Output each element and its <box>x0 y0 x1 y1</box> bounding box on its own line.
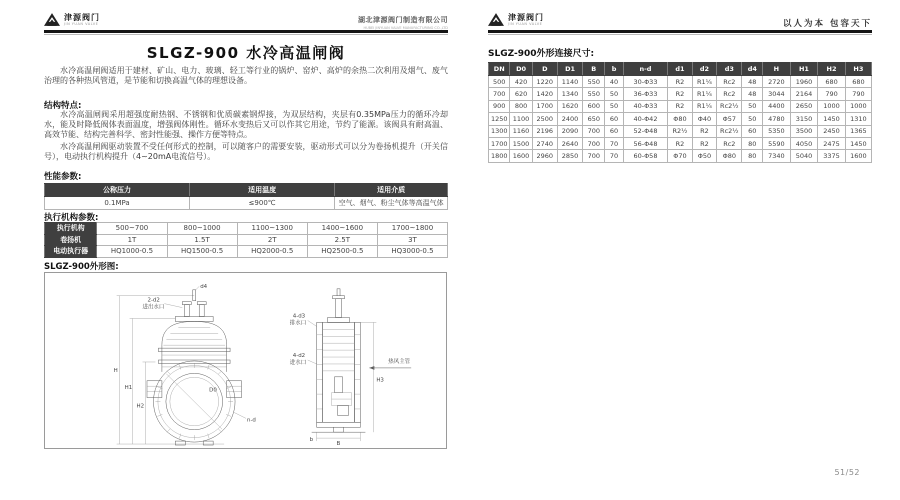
table-row <box>45 197 448 210</box>
table-cell: 1400~1600 <box>307 223 377 235</box>
table-cell: 1620 <box>557 100 582 112</box>
table-cell: 卷扬机 <box>45 234 97 246</box>
table-cell: 1000 <box>845 100 871 112</box>
front-view <box>114 284 256 445</box>
table-cell: 2400 <box>557 113 582 125</box>
column-header: d4 <box>742 63 763 76</box>
table-cell: 2090 <box>557 125 582 137</box>
column-header: d1 <box>668 63 693 76</box>
actuator-heading: 执行机构参数: <box>44 213 99 223</box>
table-cell: 2500 <box>532 113 557 125</box>
table-cell: 2960 <box>532 150 557 162</box>
table-cell: 700 <box>583 125 605 137</box>
table-cell: 1300 <box>489 125 510 137</box>
table-cell: 3375 <box>818 150 846 162</box>
column-header: B <box>583 63 605 76</box>
svg-text:排水口: 排水口 <box>289 320 307 327</box>
table-cell: 4400 <box>763 100 791 112</box>
table-cell: 80 <box>742 150 763 162</box>
table-cell: 900 <box>489 100 510 112</box>
table-cell: 1500 <box>510 137 532 149</box>
table-cell: 执行机构 <box>45 223 97 235</box>
side-view <box>290 289 411 447</box>
table-row <box>45 246 448 258</box>
performance-heading: 性能参数: <box>44 172 82 182</box>
table-cell: 1450 <box>818 113 846 125</box>
table-cell: R2½ <box>668 125 693 137</box>
table-cell: R1¼ <box>692 76 717 88</box>
table-cell: Φ40 <box>692 113 717 125</box>
table-cell: 1250 <box>489 113 510 125</box>
table-cell: 50 <box>742 100 763 112</box>
svg-text:d4: d4 <box>200 283 208 290</box>
table-cell: 2450 <box>818 125 846 137</box>
column-header: H1 <box>790 63 818 76</box>
column-header: 适用介质 <box>335 184 448 197</box>
svg-text:H2: H2 <box>136 403 145 410</box>
table-cell: R2 <box>668 100 693 112</box>
left-header-rule <box>44 30 448 33</box>
table-row <box>489 100 872 112</box>
table-cell: 1420 <box>532 88 557 100</box>
table-cell: 2720 <box>763 76 791 88</box>
dimensions-table <box>488 62 872 163</box>
svg-text:4-d2: 4-d2 <box>292 353 306 360</box>
table-cell: 3T <box>377 234 447 246</box>
table-cell: 50 <box>742 113 763 125</box>
table-cell: 500~700 <box>97 223 167 235</box>
table-cell: R1¼ <box>692 100 717 112</box>
logo-mountain-icon <box>488 13 504 26</box>
slogan: 以人为本 包容天下 <box>783 19 872 29</box>
svg-text:进出水口: 进出水口 <box>142 304 165 311</box>
table-cell: 1220 <box>532 76 557 88</box>
table-cell: 1340 <box>557 88 582 100</box>
table-cell: 1160 <box>510 125 532 137</box>
table-cell: Φ57 <box>717 113 742 125</box>
table-cell: 2740 <box>532 137 557 149</box>
table-cell: 700 <box>583 150 605 162</box>
table-cell: HQ1500-0.5 <box>167 246 237 258</box>
table-cell: 2475 <box>818 137 846 149</box>
right-header-rule <box>488 30 872 33</box>
table-cell: 60 <box>605 113 623 125</box>
table-cell: 56-Φ48 <box>623 137 667 149</box>
features-paragraph-2: 水冷高温闸阀驱动装置不受任何形式的控制，可以随客户的需要安装，驱动形式可以分为卷扬机提升（开关信号），电动执行机构提升（4~20mA电流信号）。 <box>44 142 448 161</box>
table-cell: R2 <box>692 137 717 149</box>
company-name-en: HUBEI JINYUAN VALVE MANUFACTURING CO.,LTD <box>363 26 448 30</box>
table-row <box>489 113 872 125</box>
svg-text:H1: H1 <box>124 385 133 392</box>
table-cell: 1140 <box>557 76 582 88</box>
table-cell: 650 <box>583 113 605 125</box>
page-number: 51/52 <box>834 468 860 477</box>
table-cell: 1.5T <box>167 234 237 246</box>
table-row <box>489 150 872 162</box>
table-cell: Φ80 <box>717 150 742 162</box>
column-header: D <box>532 63 557 76</box>
svg-text:H: H <box>113 367 118 374</box>
table-cell: 2640 <box>557 137 582 149</box>
table-cell: HQ2500-0.5 <box>307 246 377 258</box>
table-cell: 420 <box>510 76 532 88</box>
table-cell: HQ1000-0.5 <box>97 246 167 258</box>
performance-table <box>44 183 448 210</box>
column-header: D1 <box>557 63 582 76</box>
table-cell: 790 <box>818 88 846 100</box>
table-cell: 1450 <box>845 137 871 149</box>
table-cell: 70 <box>605 150 623 162</box>
company-name: 湖北津源阀门制造有限公司 <box>358 16 448 24</box>
valve-outline-svg <box>45 273 446 448</box>
table-row <box>489 137 872 149</box>
company-block <box>358 15 448 30</box>
table-cell: R2 <box>692 125 717 137</box>
table-cell: 4780 <box>763 113 791 125</box>
table-cell: 电动执行器 <box>45 246 97 258</box>
table-row <box>489 125 872 137</box>
table-cell: 2T <box>237 234 307 246</box>
table-cell: R2 <box>668 88 693 100</box>
column-header: 公称压力 <box>45 184 190 197</box>
dimensions-heading: SLGZ-900外形连接尺寸: <box>488 49 595 59</box>
table-row <box>45 223 448 235</box>
table-cell: HQ2000-0.5 <box>237 246 307 258</box>
column-header: H3 <box>845 63 871 76</box>
table-cell: 620 <box>510 88 532 100</box>
svg-text:2-d2: 2-d2 <box>147 297 160 304</box>
table-cell: 1000 <box>818 100 846 112</box>
table-cell: 52-Φ48 <box>623 125 667 137</box>
right-page-logo <box>488 13 544 26</box>
column-header: D0 <box>510 63 532 76</box>
table-cell: 2650 <box>790 100 818 112</box>
column-header: H <box>763 63 791 76</box>
table-cell: 800~1000 <box>167 223 237 235</box>
table-cell: 0.1MPa <box>45 197 190 210</box>
table-cell: 790 <box>845 88 871 100</box>
logo-name: 津源阀门 <box>508 13 544 22</box>
svg-text:D0: D0 <box>209 387 217 394</box>
table-cell: 700 <box>583 137 605 149</box>
table-cell: 700 <box>489 88 510 100</box>
table-cell: 2850 <box>557 150 582 162</box>
column-header: DN <box>489 63 510 76</box>
column-header: d2 <box>692 63 717 76</box>
logo-sub-en: JIN YUAN VALVE <box>508 22 543 26</box>
table-cell: 1960 <box>790 76 818 88</box>
column-header: d3 <box>717 63 742 76</box>
table-cell: Φ50 <box>692 150 717 162</box>
table-cell: 550 <box>583 76 605 88</box>
table-cell: 1800 <box>489 150 510 162</box>
table-cell: 1700~1800 <box>377 223 447 235</box>
table-cell: 1T <box>97 234 167 246</box>
table-cell: 550 <box>583 88 605 100</box>
column-header: H2 <box>818 63 846 76</box>
left-page-logo <box>44 13 100 26</box>
drawing-heading: SLGZ-900外形图: <box>44 262 119 272</box>
column-header: b <box>605 63 623 76</box>
table-cell: 30-Φ33 <box>623 76 667 88</box>
table-cell: Φ70 <box>668 150 693 162</box>
table-cell: 50 <box>605 88 623 100</box>
logo-sub-en: JIN YUAN VALVE <box>64 22 99 26</box>
svg-text:H3: H3 <box>376 377 384 384</box>
column-header: n-d <box>623 63 667 76</box>
table-cell: 5040 <box>790 150 818 162</box>
table-cell: 500 <box>489 76 510 88</box>
table-cell: HQ3000-0.5 <box>377 246 447 258</box>
logo-mountain-icon <box>44 13 60 26</box>
table-cell: 680 <box>818 76 846 88</box>
table-cell: R1¼ <box>692 88 717 100</box>
table-cell: Rc2 <box>717 88 742 100</box>
table-cell: 60-Φ58 <box>623 150 667 162</box>
svg-text:B: B <box>336 441 341 448</box>
outline-drawing <box>44 272 447 449</box>
table-cell: R2 <box>668 137 693 149</box>
features-heading: 结构特点: <box>44 101 82 111</box>
table-cell: 50 <box>605 100 623 112</box>
table-cell: ≤900℃ <box>190 197 335 210</box>
logo-name: 津源阀门 <box>64 13 100 22</box>
table-row <box>45 234 448 246</box>
table-cell: 70 <box>605 137 623 149</box>
table-cell: 60 <box>605 125 623 137</box>
page-title: SLGZ-900 水冷高温闸阀 <box>146 44 346 62</box>
table-cell: 1700 <box>532 100 557 112</box>
table-cell: 2196 <box>532 125 557 137</box>
table-cell: R2 <box>668 76 693 88</box>
table-cell: 1100 <box>510 113 532 125</box>
table-cell: 60 <box>742 125 763 137</box>
table-cell: Rc2½ <box>717 100 742 112</box>
table-cell: 80 <box>742 137 763 149</box>
table-cell: 40-Φ33 <box>623 100 667 112</box>
table-cell: 680 <box>845 76 871 88</box>
table-cell: 1700 <box>489 137 510 149</box>
table-row <box>489 88 872 100</box>
features-paragraph-1: 水冷高温闸阀采用超强度耐热钢、不锈钢和优质碳素钢焊接，为双层结构，夹层有0.35MPa压力的循环冷却水，能及时降低阀体表面温度，增强阀体刚性。循环水变热后又可以作其它用途，节约了能源。该阀具有耐高温、高效节能、结构完善科学、密封性能强、操作方便等特点。 <box>44 110 448 139</box>
actuator-table <box>44 222 448 258</box>
table-cell: 3500 <box>790 125 818 137</box>
table-cell: 40 <box>605 76 623 88</box>
table-cell: 800 <box>510 100 532 112</box>
table-cell: 7340 <box>763 150 791 162</box>
table-cell: Rc2½ <box>717 125 742 137</box>
table-cell: 36-Φ33 <box>623 88 667 100</box>
table-cell: 3150 <box>790 113 818 125</box>
table-cell: 2164 <box>790 88 818 100</box>
table-cell: 4050 <box>790 137 818 149</box>
table-cell: 5590 <box>763 137 791 149</box>
intro-paragraph: 水冷高温闸阀适用于建材、矿山、电力、玻璃、轻工等行业的锅炉、窑炉、高炉的余热二次利用及烟气、废气治理的各种热风管道，是节能和切换高温气体的理想设备。 <box>44 66 448 85</box>
table-cell: 1100~1300 <box>237 223 307 235</box>
table-cell: 600 <box>583 100 605 112</box>
table-cell: 空气、烟气、粉尘气体等高温气体 <box>335 197 448 210</box>
table-row <box>489 76 872 88</box>
table-cell: 1310 <box>845 113 871 125</box>
svg-text:进水口: 进水口 <box>289 359 307 366</box>
table-cell: 40-Φ42 <box>623 113 667 125</box>
svg-text:热风主管: 热风主管 <box>388 358 411 365</box>
table-cell: Rc2 <box>717 137 742 149</box>
table-cell: 3044 <box>763 88 791 100</box>
svg-text:4-d3: 4-d3 <box>292 313 306 320</box>
svg-text:b: b <box>309 437 314 444</box>
column-header: 适用温度 <box>190 184 335 197</box>
table-cell: 2.5T <box>307 234 377 246</box>
table-cell: 5350 <box>763 125 791 137</box>
svg-text:n-d: n-d <box>246 417 256 424</box>
table-cell: 1600 <box>845 150 871 162</box>
table-cell: Φ80 <box>668 113 693 125</box>
table-cell: Rc2 <box>717 76 742 88</box>
table-cell: 48 <box>742 88 763 100</box>
table-cell: 1365 <box>845 125 871 137</box>
table-cell: 48 <box>742 76 763 88</box>
table-cell: 1600 <box>510 150 532 162</box>
